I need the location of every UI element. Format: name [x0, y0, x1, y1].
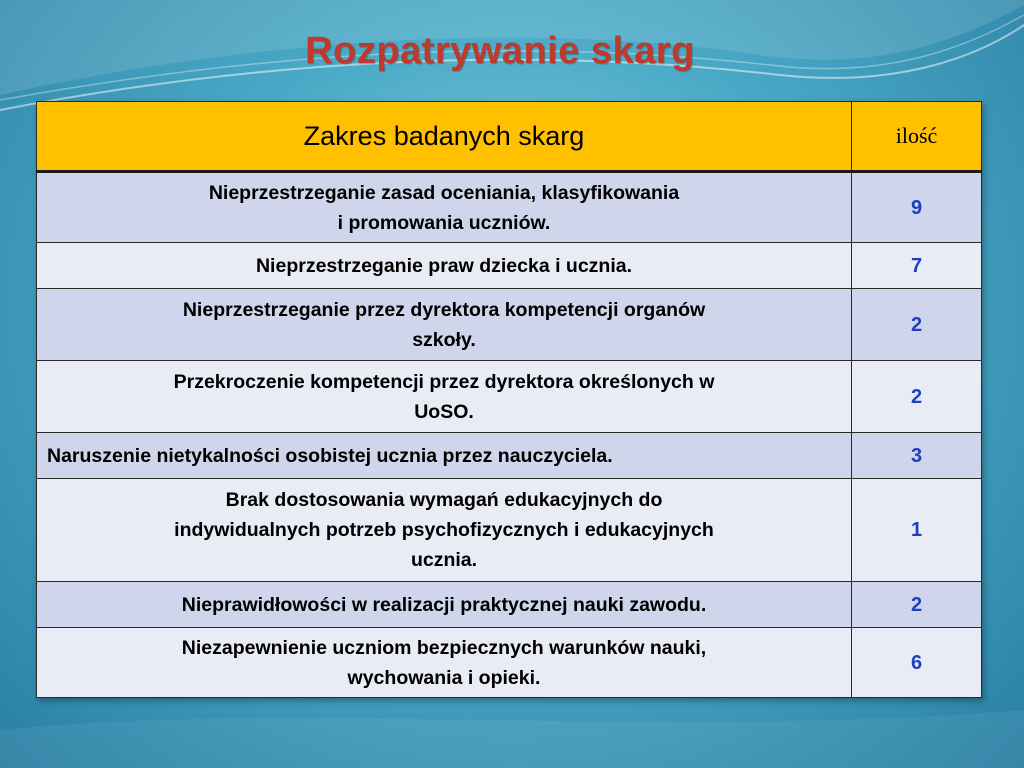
row-quantity: 1: [852, 479, 982, 582]
row-description: [37, 243, 852, 289]
header-quantity: ilość: [852, 102, 982, 172]
header-scope: Zakres badanych skarg: [37, 102, 852, 172]
description-line: indywidualnych potrzeb psychofizycznych i edukacyjnych: [174, 519, 714, 541]
row-quantity: 2: [852, 289, 982, 361]
description-line: Nieprzestrzeganie zasad oceniania, klasyfikowania: [208, 181, 680, 204]
table-row: [37, 243, 982, 289]
table-header-row: [37, 102, 982, 172]
table-row: [37, 582, 982, 628]
slide-title: Rozpatrywanie skarg: [305, 30, 695, 72]
row-description: [37, 289, 852, 361]
description-line: Nieprawidłowości w realizacji praktycznej nauki zawodu.: [181, 593, 707, 616]
table-row: [37, 289, 982, 361]
row-description: [37, 172, 852, 243]
description-line: Niezapewnienie uczniom bezpiecznych warunków nauki,: [181, 636, 707, 659]
row-description: [37, 628, 852, 698]
row-quantity: 7: [852, 243, 982, 289]
row-description: [37, 582, 852, 628]
table-row: [37, 433, 982, 479]
row-description: [37, 361, 852, 433]
complaints-table: [36, 101, 982, 698]
description-line: ucznia.: [410, 549, 478, 571]
row-quantity: 9: [852, 172, 982, 243]
row-quantity: 2: [852, 361, 982, 433]
row-quantity: 2: [852, 582, 982, 628]
row-description: [37, 433, 852, 479]
description-line: Brak dostosowania wymagań edukacyjnych do: [225, 489, 663, 511]
description-line: wychowania i opieki.: [347, 666, 541, 689]
row-quantity: 6: [852, 628, 982, 698]
table-row: [37, 361, 982, 433]
description-line: szkoły.: [412, 328, 476, 351]
description-line: UoSO.: [414, 400, 474, 423]
description-line: Naruszenie nietykalności osobistej ucznia przez nauczyciela.: [47, 444, 613, 467]
description-line: i promowania uczniów.: [337, 211, 551, 234]
table-row: [37, 172, 982, 243]
description-line: Nieprzestrzeganie przez dyrektora kompetencji organów: [182, 298, 706, 321]
description-line: Nieprzestrzeganie praw dziecka i ucznia.: [255, 254, 633, 277]
table-row: [37, 628, 982, 698]
description-line: Przekroczenie kompetencji przez dyrektora określonych w: [173, 370, 715, 393]
row-description: [37, 479, 852, 582]
row-quantity: 3: [852, 433, 982, 479]
table-row: [37, 479, 982, 582]
